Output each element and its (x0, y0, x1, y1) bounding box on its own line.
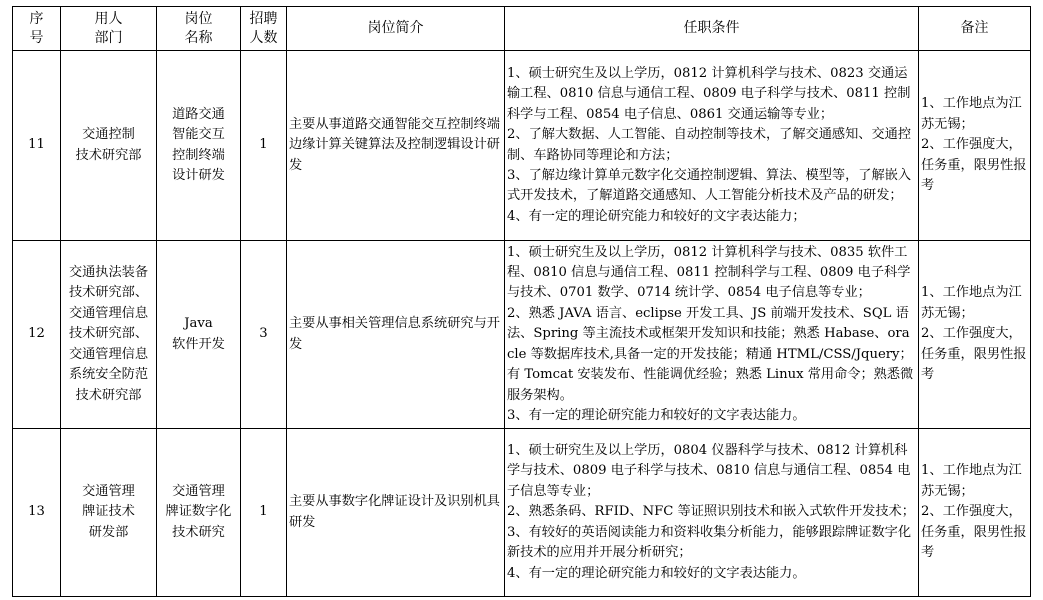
header-row (13, 7, 1031, 51)
row-intro: 主要从事道路交通智能交互控制终端边缘计算关键算法及控制逻辑设计研发 (287, 51, 505, 241)
row-remarks: 1、工作地点为江苏无锡； 2、工作强度大，任务重，限男性报考 (919, 429, 1031, 597)
row-position: 交通管理 牌证数字化 技术研究 (157, 429, 241, 597)
table-row (13, 51, 1031, 241)
row-remarks: 1、工作地点为江苏无锡； 2、工作强度大，任务重，限男性报考 (919, 241, 1031, 429)
header-position-name: 岗位 名称 (157, 7, 241, 51)
row-count: 1 (241, 429, 287, 597)
row-position: 道路交通 智能交互 控制终端 设计研发 (157, 51, 241, 241)
table-row (13, 241, 1031, 429)
header-remarks: 备注 (919, 7, 1031, 51)
row-position: Java 软件开发 (157, 241, 241, 429)
row-seq: 11 (13, 51, 61, 241)
row-count: 1 (241, 51, 287, 241)
row-intro: 主要从事相关管理信息系统研究与开发 (287, 241, 505, 429)
header-dept: 用人 部门 (61, 7, 157, 51)
row-dept: 交通管理 牌证技术 研发部 (61, 429, 157, 597)
row-seq: 12 (13, 241, 61, 429)
row-requirements: 1、硕士研究生及以上学历，0804 仪器科学与技术、0812 计算机科学与技术、0809 电子科学与技术、0810 信息与通信工程、0854 电子信息等专业； 2、熟悉条码、RFID、NFC 等证照识别技术和嵌入式软件开发技术； 3、有较好的英语阅读能力和资料收集分析能力，能够跟踪牌证数字化新技术的应用并开展分析研究； 4、有一定的理论研究能力和较好的文字表达能力。 (505, 429, 919, 597)
row-remarks: 1、工作地点为江苏无锡； 2、工作强度大，任务重，限男性报考 (919, 51, 1031, 241)
row-requirements: 1、硕士研究生及以上学历，0812 计算机科学与技术、0835 软件工程、0810 信息与通信工程、0811 控制科学与工程、0809 电子科学与技术、0701 数学、0714 统计学、0854 电子信息等专业； 2、熟悉 JAVA 语言、eclipse 开发工具、JS 前端开发技术、SQL 语法、Spring 等主流技术或框架开发知识和技能；熟悉 Habase、oracle 等数据库技术,具备一定的开发技能；精通 HTML/CSS/Jquery；有 Tomcat 安装发布、性能调优经验；熟悉 Linux 常用命令；熟悉微服务架构。 3、有一定的理论研究能力和较好的文字表达能力。 (505, 241, 919, 429)
row-requirements: 1、硕士研究生及以上学历，0812 计算机科学与技术、0823 交通运输工程、0810 信息与通信工程、0809 电子科学与技术、0811 控制科学与工程、0854 电子信息、0861 交通运输等专业； 2、了解大数据、人工智能、自动控制等技术，了解交通感知、交通控制、车路协同等理论和方法； 3、了解边缘计算单元数字化交通控制逻辑、算法、模型等，了解嵌入式开发技术，了解道路交通感知、人工智能分析技术及产品的研发； 4、有一定的理论研究能力和较好的文字表达能力； (505, 51, 919, 241)
recruitment-table (12, 6, 1031, 597)
row-count: 3 (241, 241, 287, 429)
row-dept: 交通控制 技术研究部 (61, 51, 157, 241)
row-intro: 主要从事数字化牌证设计及识别机具研发 (287, 429, 505, 597)
header-requirements: 任职条件 (505, 7, 919, 51)
header-seq: 序 号 (13, 7, 61, 51)
row-seq: 13 (13, 429, 61, 597)
row-dept: 交通执法装备 技术研究部、 交通管理信息 技术研究部、 交通管理信息 系统安全防范 技术研究部 (61, 241, 157, 429)
header-intro: 岗位简介 (287, 7, 505, 51)
table-row (13, 429, 1031, 597)
header-count: 招聘 人数 (241, 7, 287, 51)
